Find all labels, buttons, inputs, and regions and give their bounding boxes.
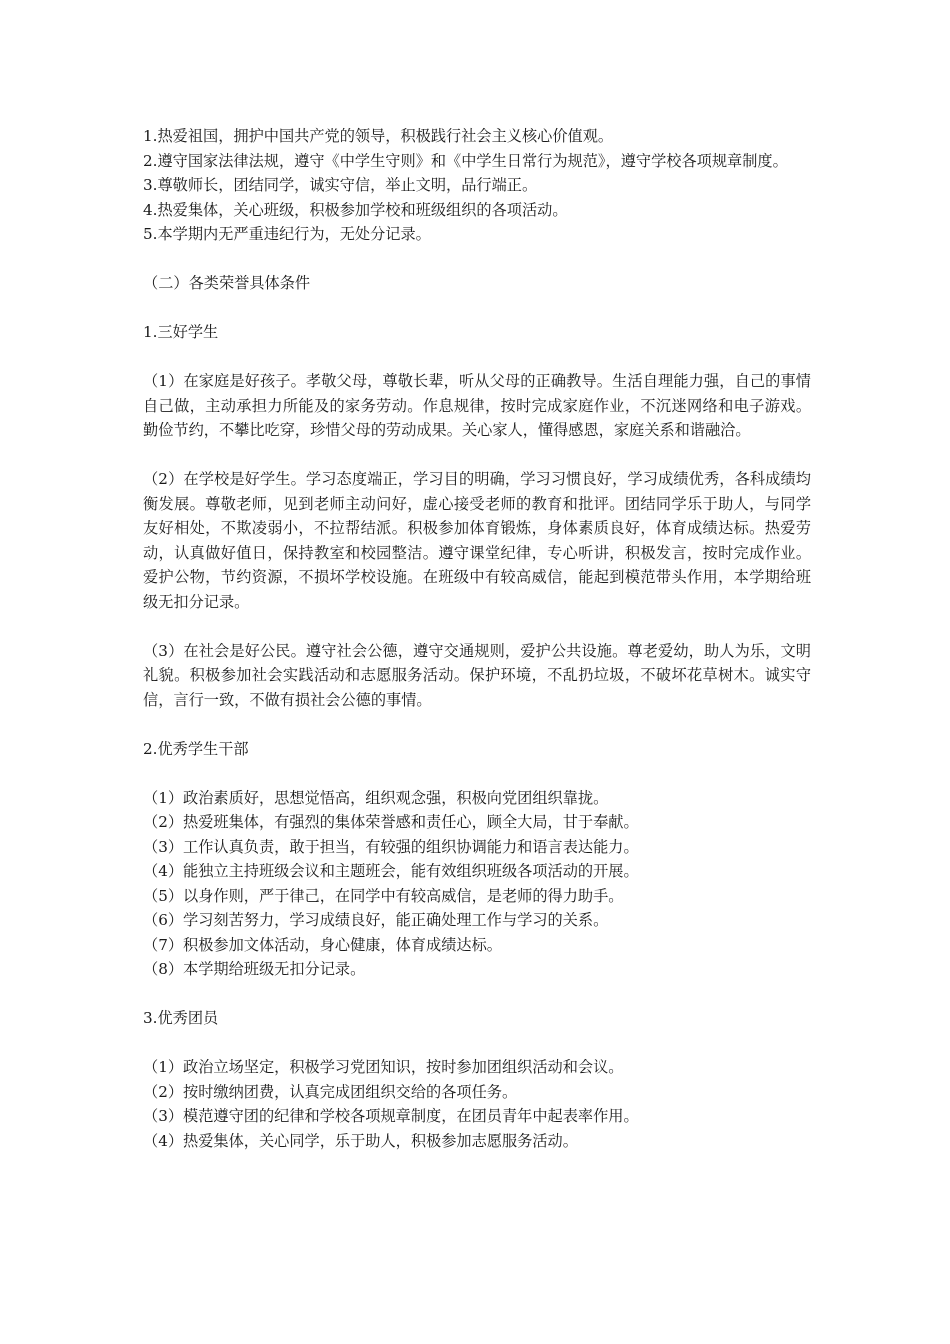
- list-item: （2）热爱班集体，有强烈的集体荣誉感和责任心，顾全大局，甘于奉献。: [143, 813, 639, 831]
- list-item: （5）以身作则，严于律己，在同学中有较高威信，是老师的得力助手。: [143, 886, 624, 905]
- sanhao-item-family: （1）在家庭是好孩子。孝敬父母，尊敬长辈，听从父母的正确教导。生活自理能力强，自己的事情自己做，主动承担力所能及的家务劳动。作息规律，按时完成家庭作业，不沉迷网络和电子游戏。勤俭节约，不攀比吃穿，珍惜父母的劳动成果。关心家人，懂得感恩，家庭关系和谐融洽。: [143, 372, 811, 439]
- list-item: （3）模范遵守团的纪律和学校各项规章制度，在团员青年中起表率作用。: [143, 1107, 639, 1125]
- list-item: 5.本学期内无严重违纪行为，无处分记录。: [143, 225, 431, 243]
- list-item: 2.遵守国家法律法规，遵守《中学生守则》和《中学生日常行为规范》，遵守学校各项规章制度。: [143, 151, 788, 170]
- sanhao-title: 1.三好学生: [143, 323, 219, 341]
- document-page: [143, 124, 811, 1153]
- list-item: （2）按时缴纳团费，认真完成团组织交给的各项任务。: [143, 1082, 518, 1101]
- list-item: （6）学习刻苦努力，学习成绩良好，能正确处理工作与学习的关系。: [143, 911, 609, 929]
- list-item: （4）热爱集体，关心同学，乐于助人，积极参加志愿服务活动。: [143, 1131, 578, 1150]
- section-title: （二）各类荣誉具体条件: [143, 274, 311, 292]
- list-item: 3.尊敬师长，团结同学，诚实守信，举止文明，品行端正。: [143, 176, 538, 194]
- list-item: （4）能独立主持班级会议和主题班会，能有效组织班级各项活动的开展。: [143, 862, 639, 880]
- member-list: [143, 1055, 811, 1153]
- list-item: （8）本学期给班级无扣分记录。: [143, 960, 366, 978]
- cadre-list: [143, 786, 811, 982]
- list-item: （1）政治立场坚定，积极学习党团知识，按时参加团组织活动和会议。: [143, 1058, 624, 1076]
- basic-conditions-list: [143, 124, 811, 247]
- list-item: 4.热爱集体，关心班级，积极参加学校和班级组织的各项活动。: [143, 200, 568, 219]
- list-item: （7）积极参加文体活动，身心健康，体育成绩达标。: [143, 935, 502, 954]
- list-item: 1.热爱祖国，拥护中国共产党的领导，积极践行社会主义核心价值观。: [143, 127, 614, 145]
- sanhao-item-society: （3）在社会是好公民。遵守社会公德，遵守交通规则，爱护公共设施。尊老爱幼，助人为乐，文明礼貌。积极参加社会实践活动和志愿服务活动。保护环境，不乱扔垃圾，不破坏花草树木。诚实守信，言行一致，不做有损社会公德的事情。: [143, 641, 811, 709]
- list-item: （1）政治素质好，思想觉悟高，组织观念强，积极向党团组织靠拢。: [143, 788, 609, 807]
- sanhao-item-school: （2）在学校是好学生。学习态度端正，学习目的明确，学习习惯良好，学习成绩优秀，各科成绩均衡发展。尊敬老师，见到老师主动问好，虚心接受老师的教育和批评。团结同学乐于助人，与同学友好相处，不欺凌弱小，不拉帮结派。积极参加体育锻炼，身体素质良好，体育成绩达标。热爱劳动，认真做好值日，保持教室和校园整洁。遵守课堂纪律，专心听讲，积极发言，按时完成作业。爱护公物，节约资源，不损坏学校设施。在班级中有较高威信，能起到模范带头作用，本学期给班级无扣分记录。: [143, 470, 811, 611]
- member-title: 3.优秀团员: [143, 1009, 219, 1027]
- cadre-title: 2.优秀学生干部: [143, 739, 249, 758]
- list-item: （3）工作认真负责，敢于担当，有较强的组织协调能力和语言表达能力。: [143, 837, 639, 856]
